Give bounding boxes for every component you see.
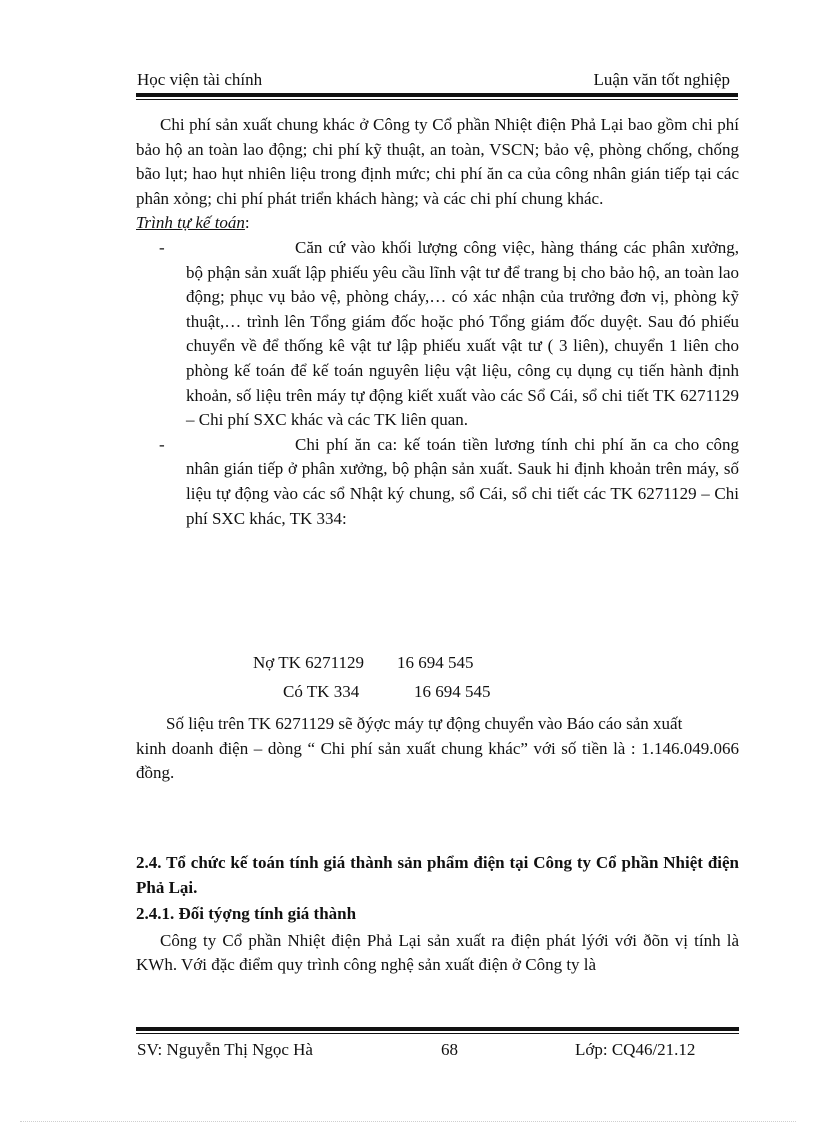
journal-credit-label: Có TK 334 (283, 682, 360, 701)
bullet-text: Chi phí ăn ca: kế toán tiền lương tính chi phí ăn ca cho công nhân gián tiếp ở phân xưởng, bộ phận sản xuất. Sauk hi định khoản trên máy, số liệu tự động vào các sổ Nhật ký chung, sổ Cái, sổ chi tiết các TK 6271129 – Chi phí SXC khác, TK 334: (186, 434, 739, 528)
page-body (136, 113, 739, 531)
footer-class: Lớp: CQ46/21.12 (575, 1040, 696, 1059)
bullet-dash: - (159, 237, 165, 257)
footer-rule-thin (136, 1033, 739, 1034)
header-rule-thick (136, 93, 738, 97)
transfer-note-block (136, 712, 739, 786)
header-rule-thin (136, 99, 738, 100)
section-heading: 2.4. Tổ chức kế toán tính giá thành sản phẩm điện tại Công ty Cổ phần Nhiệt điện Phả Lại. (136, 853, 739, 897)
journal-debit-amount: 16 694 545 (397, 653, 474, 672)
header-document-type: Luận văn tốt nghiệp (593, 70, 730, 89)
bullet-dash: - (159, 434, 165, 454)
bullet-text: Căn cứ vào khối lượng công việc, hàng tháng các phân xưởng, bộ phận sản xuất lập phiếu yêu cầu lĩnh vật tư để trang bị cho bảo hộ, an toàn lao động; phục vụ bảo vệ, phòng cháy,… có xác nhận của trưởng đơn vị, phòng kỹ thuật,… trình lên Tổng giám đốc hoặc phó Tổng giám đốc duyệt. Sau đó phiếu chuyển về để thống kê vật tư lập phiếu xuất vật tư ( 3 liên), chuyển 1 liên cho phòng kế toán để kế toán nguyên liệu vật liệu, công cụ dụng cụ tiến hành định khoản, số liệu trên máy tự động kiết xuất vào các Sổ Cái, sổ chi tiết TK 6271129 – Chi phí SXC khác và các TK liên quan. (186, 237, 739, 430)
journal-debit-label: Nợ TK 6271129 (253, 653, 364, 672)
procedure-label: Trình tự kế toán (136, 213, 245, 233)
bullet-item (136, 433, 739, 531)
transfer-note-line1: Số liệu trên TK 6271129 sẽ ðýợc máy tự động chuyển vào Báo cáo sản xuất (166, 714, 683, 733)
section-block (136, 851, 739, 978)
journal-debit-line (253, 653, 474, 673)
journal-credit-amount: 16 694 545 (414, 682, 491, 701)
journal-credit-line (283, 682, 491, 702)
subsection-paragraph: Công ty Cổ phần Nhiệt điện Phả Lại sản xuất ra điện phát lýới với ðõn vị tính là KWh. Với đặc điểm quy trình công nghệ sản xuất điện ở Công ty là (136, 930, 739, 975)
procedure-label-line (136, 211, 739, 236)
footer-page-number: 68 (441, 1040, 458, 1059)
header-institution: Học viện tài chính (137, 70, 263, 89)
intro-paragraph: Chi phí sản xuất chung khác ở Công ty Cổ phần Nhiệt điện Phả Lại bao gồm chi phí bảo hộ an toàn lao động; chi phí kỹ thuật, an toàn, VSCN; bảo vệ, phòng chống, chống bão lụt; hao hụt nhiên liệu trong định mức; chi phí ăn ca của công nhân gián tiếp tại các phân xỏng; chi phí phát triển khách hàng; và các chi phí chung khác. (136, 115, 739, 208)
footer-student-name: SV: Nguyễn Thị Ngọc Hà (137, 1040, 313, 1059)
transfer-note-line2: kinh doanh điện – dòng “ Chi phí sản xuất chung khác” với số tiền là : 1.146.049.066 đồng. (136, 738, 739, 783)
subsection-heading: 2.4.1. Đối týợng tính giá thành (136, 904, 357, 924)
footer-rule-thick (136, 1027, 739, 1031)
procedure-colon: : (244, 213, 250, 233)
bullet-item (136, 236, 739, 433)
